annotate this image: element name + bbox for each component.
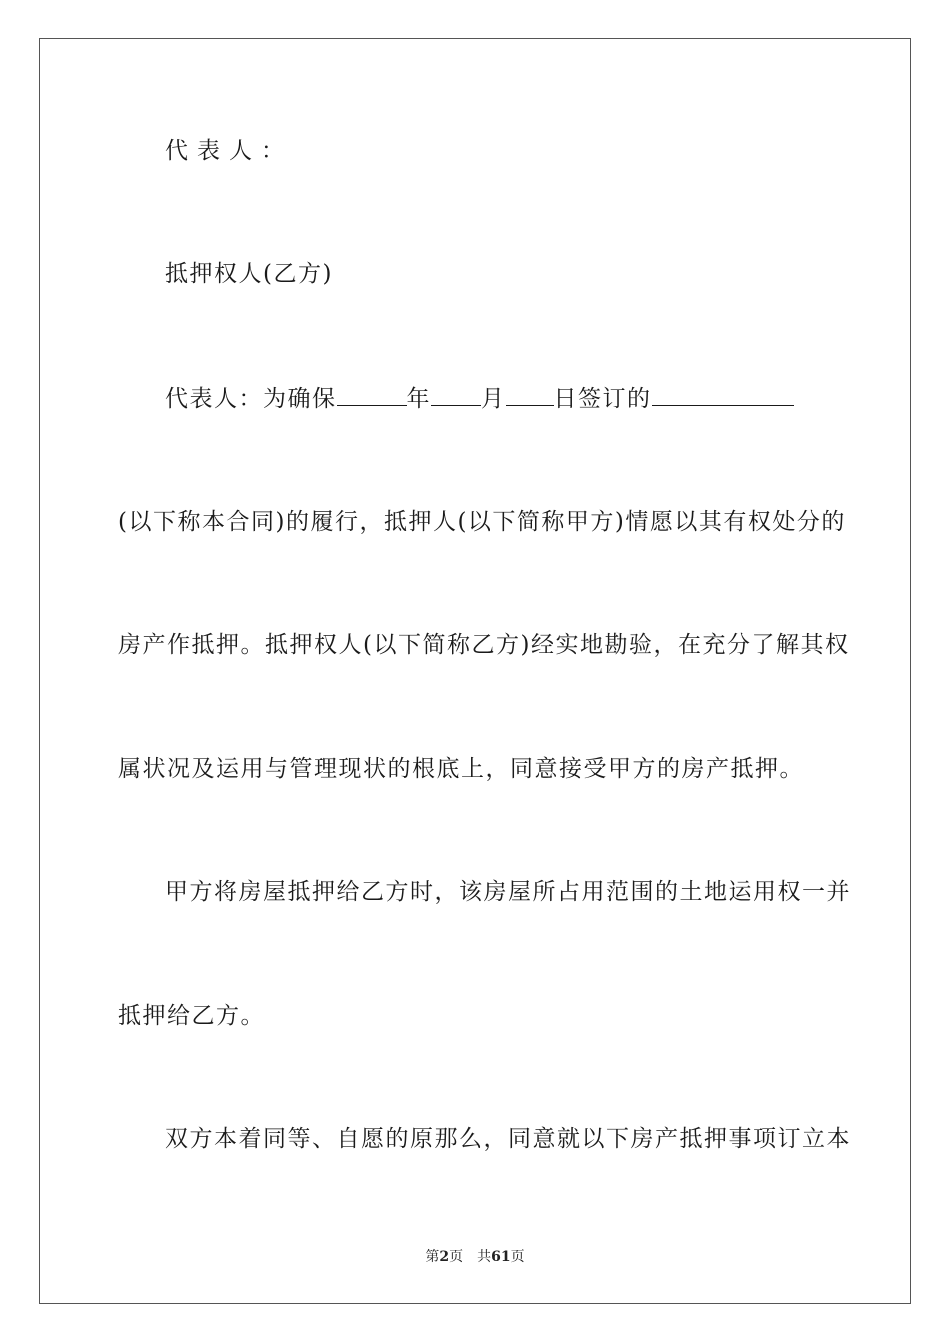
body-text-9: 双方本着同等、自愿的原那么，同意就以下房产抵押事项订立本 [165,1126,851,1152]
representative-line-1 [165,136,885,166]
body-line-4 [118,507,846,537]
mortgagee-line [165,259,885,289]
total-prefix: 共 [477,1249,492,1265]
body-text-5: 房产作抵押。抵押权人(以下简称乙方)经实地勘验，在充分了解其权 [118,632,850,658]
body-text-6: 属状况及运用与管理现状的根底上，同意接受甲方的房产抵押。 [118,756,804,782]
body-line-7 [165,877,885,907]
day-blank [506,383,554,406]
page-frame [39,38,911,1304]
year-blank [337,383,407,406]
year-label: 年 [406,386,431,412]
body-line-5 [118,630,850,660]
total-suffix: 页 [510,1249,525,1265]
body-line-8 [118,1001,838,1031]
page-footer [0,1248,950,1266]
representative-line-2 [165,383,885,414]
body-line-9 [165,1124,885,1154]
representative-label-2: 代表人：为确保 [165,386,337,412]
representative-label-1: 代表人： [165,138,293,164]
body-line-6 [118,754,838,784]
body-text-4: (以下称本合同)的履行，抵押人(以下简称甲方)情愿以其有权处分的 [118,509,846,535]
page-suffix: 页 [449,1249,464,1265]
page-number: 2 [439,1249,450,1265]
mortgagee-label: 抵押权人(乙方) [165,261,333,287]
contract-name-blank [652,383,794,406]
signed-label: 日签订的 [553,386,652,412]
page-prefix: 第 [425,1249,440,1265]
body-text-8: 抵押给乙方。 [118,1003,265,1029]
body-text-7: 甲方将房屋抵押给乙方时，该房屋所占用范围的土地运用权一并 [165,879,851,905]
month-label: 月 [481,386,506,412]
total-pages: 61 [491,1249,511,1265]
month-blank [431,383,481,406]
